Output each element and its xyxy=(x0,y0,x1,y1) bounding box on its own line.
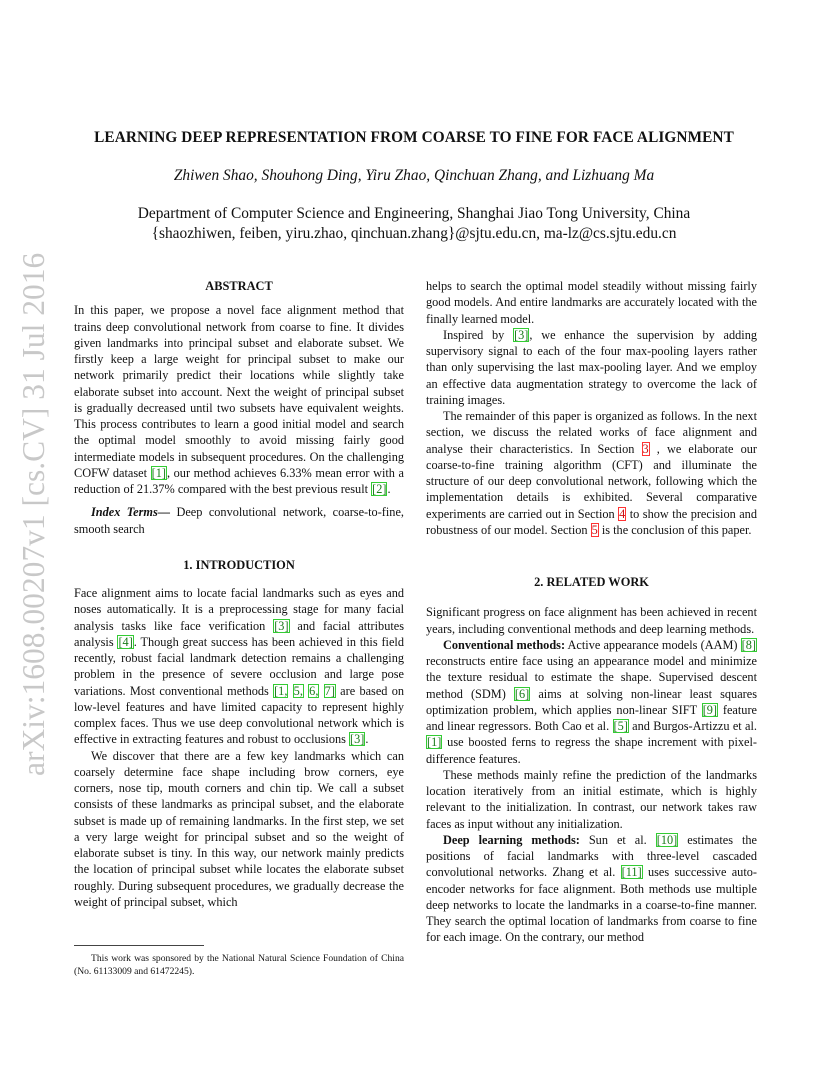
citation-link[interactable]: 7] xyxy=(324,683,335,698)
right-text-part: Inspired by xyxy=(443,327,514,342)
citation-link[interactable]: 5, xyxy=(293,683,303,698)
author-list: Zhiwen Shao, Shouhong Ding, Yiru Zhao, Qinchuan Zhang, and Lizhuang Ma xyxy=(173,167,655,184)
deep-learning-methods-label: Deep learning methods: xyxy=(443,832,580,847)
index-terms-text: Deep convolutional network, coarse-to-fine, smooth search xyxy=(74,505,404,536)
intro-text-part: . xyxy=(365,732,369,747)
citation-link[interactable]: [3] xyxy=(514,327,529,342)
right-text-part: , we enhance the supervision by adding supervisory signal to each of the four max-pooling layers rather than only supervising the last max-pooling layer. And we employ an effective data augmentation strategy to overcome the lack of training images. xyxy=(426,327,757,407)
right-text-part: aims at solving non-linear least squares optimization problem, which applies non-linear SIFT xyxy=(426,686,757,717)
citation-link[interactable]: [5] xyxy=(613,719,628,733)
author-emails: {shaozhiwen, feiben, yiru.zhao, qinchuan.zhang}@sjtu.edu.cn, ma-lz@cs.sjtu.edu.cn xyxy=(151,225,677,242)
section-link[interactable]: 4 xyxy=(619,506,626,521)
arxiv-identifier[interactable]: arXiv:1608.00207v1 [cs.CV] 31 Jul 2016 xyxy=(16,252,51,776)
right-text-part: Active appearance models (AAM) xyxy=(565,637,741,652)
arxiv-sidebar xyxy=(8,252,60,776)
citation-link[interactable]: [9] xyxy=(702,702,718,717)
intro-text-part: . Though great success has been achieved in this field recently, robust facial landmark detection remains a challenging problem in the presence of severe occlusion and large pose variations. Most conventional methods xyxy=(74,634,404,698)
introduction-heading: 1. INTRODUCTION xyxy=(183,557,295,572)
citation-link[interactable]: [4] xyxy=(118,634,133,649)
index-terms-label: Index Terms— xyxy=(91,505,171,520)
related-paragraph-3: These methods mainly refine the prediction of the landmarks location iteratively from an initial estimate, which is highly relevant to the initialization. In contrast, our network takes raw faces as input without any initialization. xyxy=(426,767,757,831)
abstract-text-part: , our method achieves 6.33% mean error with a reduction of 21.37% compared with the best previous result xyxy=(74,465,404,496)
intro-text-part: and facial attributes analysis xyxy=(74,618,404,649)
intro-text-part: Face alignment aims to locate facial landmarks such as eyes and noses automatically. It is a preprocessing stage for many facial analysis tasks like face verification xyxy=(74,586,404,633)
section-link[interactable]: 3 xyxy=(642,441,649,456)
related-work-heading: 2. RELATED WORK xyxy=(534,575,649,589)
right-column xyxy=(426,278,757,946)
intro-text-part: are based on low-level features and have limited capacity to represent highly complex faces. Thus we use deep convolutional network which is effective in extracting features and robust to occlusions xyxy=(74,683,405,747)
left-column xyxy=(74,278,404,910)
right-text-part: The remainder of this paper is organized as follows. In the next section, we discuss the related works of face alignment and analyse their characteristics. In Section xyxy=(426,409,757,456)
conventional-methods-label: Conventional methods: xyxy=(443,637,566,652)
intro-paragraph-1 xyxy=(74,585,404,748)
right-text-part: , we elaborate our coarse-to-fine training algorithm (CFT) and illuminate the structure of our deep convolutional network, following which the implementation details is exhibited. Several comparative experiments are carried out in Section xyxy=(426,441,757,521)
right-text-part: to show the precision and robustness of our model. Section xyxy=(426,506,757,537)
right-text-part: Sun et al. xyxy=(579,832,656,847)
footnote-rule xyxy=(74,945,204,946)
right-paragraph-3 xyxy=(426,408,757,538)
citation-link[interactable]: 6, xyxy=(309,683,319,698)
right-text-part: estimates the positions of facial landmarks with three-level cascaded convolutional networks. Zhang et al. xyxy=(426,832,758,880)
related-paragraph-1: Significant progress on face alignment has been achieved in recent years, including conventional methods and deep learning methods. xyxy=(426,605,757,636)
right-text-part: reconstructs entire face using an appearance model and minimize the texture residual to estimate the shape. Supervised descent method (SDM) xyxy=(426,654,757,701)
right-paragraph-2 xyxy=(426,327,757,408)
citation-link[interactable]: [1] xyxy=(427,735,442,750)
right-text-part: is the conclusion of this paper. xyxy=(598,522,752,537)
citation-link[interactable]: [3] xyxy=(274,618,289,633)
citation-link[interactable]: [1] xyxy=(151,465,166,480)
citation-link[interactable]: [8] xyxy=(741,637,756,652)
paper-title: LEARNING DEEP REPRESENTATION FROM COARSE TO FINE FOR FACE ALIGNMENT xyxy=(94,129,734,146)
abstract-text-part: . xyxy=(387,482,391,496)
citation-link[interactable]: [6] xyxy=(514,686,530,701)
right-paragraph-1: helps to search the optimal model steadily without missing fairly good models. And entire landmarks are accurately located with the finally learned model. xyxy=(426,279,757,326)
index-terms xyxy=(74,504,404,537)
right-text-part: feature and linear regressors. Both Cao et al. xyxy=(426,702,757,733)
abstract-text xyxy=(74,302,404,497)
abstract-heading: ABSTRACT xyxy=(205,279,273,293)
section-link[interactable]: 5 xyxy=(591,522,598,537)
abstract-text-part: In this paper, we propose a novel face alignment method that trains deep convolutional network from coarse to fine. It divides given landmarks into principal subset and elaborate subset. We firstly keep a large weight for principal subset to make our network primarily predict their locations while slightly take elaborate subset into account. Next the weight of principal subset is gradually decreased until two subsets have equivalent weights. This process contributes to learn a good initial model and search the optimal model smoothly to avoid missing fairly good intermediate models in subsequent procedures. On the challenging COFW dataset xyxy=(74,303,404,480)
citation-link[interactable]: [3] xyxy=(350,732,365,747)
affiliation: Department of Computer Science and Engineering, Shanghai Jiao Tong University, China xyxy=(137,205,691,222)
conventional-methods-paragraph xyxy=(426,637,757,767)
right-text-part: use boosted ferns to regress the shape increment with pixel-difference features. xyxy=(426,735,757,766)
citation-link[interactable]: [2] xyxy=(372,482,387,496)
intro-paragraph-2: We discover that there are a few key landmarks which can coarsely determine face shape including brow corners, eye corners, nose tip, mouth corners and chin tip. We call a subset consists of these landmarks as principal subset, and the elaborate subset is made up of remaining landmarks. In the first step, we set a very large weight for principal subset and so the weight of elaborate subset is tiny. In this way, our network mainly predicts the location of principal subset while locates the elaborate subset roughly. During subsequent procedures, we gradually decrease the weight of principal subset, which xyxy=(74,748,404,909)
footnote: This work was sponsored by the National Natural Science Foundation of China (No. 61133009 and 61472245). xyxy=(74,953,404,977)
citation-link[interactable]: [11] xyxy=(621,865,642,880)
affiliation-block xyxy=(40,204,788,244)
right-text-part: uses successive auto-encoder networks for face alignment. Both methods use multiple deep networks to locate the landmarks in a coarse-to-fine manner. They search the optimal location of landmarks from coarse to fine for each image. On the contrary, our method xyxy=(426,865,757,945)
deep-learning-methods-paragraph xyxy=(426,832,757,946)
citation-link[interactable]: [10] xyxy=(656,832,678,847)
right-text-part: and Burgos-Artizzu et al. xyxy=(628,719,757,733)
citation-link[interactable]: [1, xyxy=(274,683,288,698)
